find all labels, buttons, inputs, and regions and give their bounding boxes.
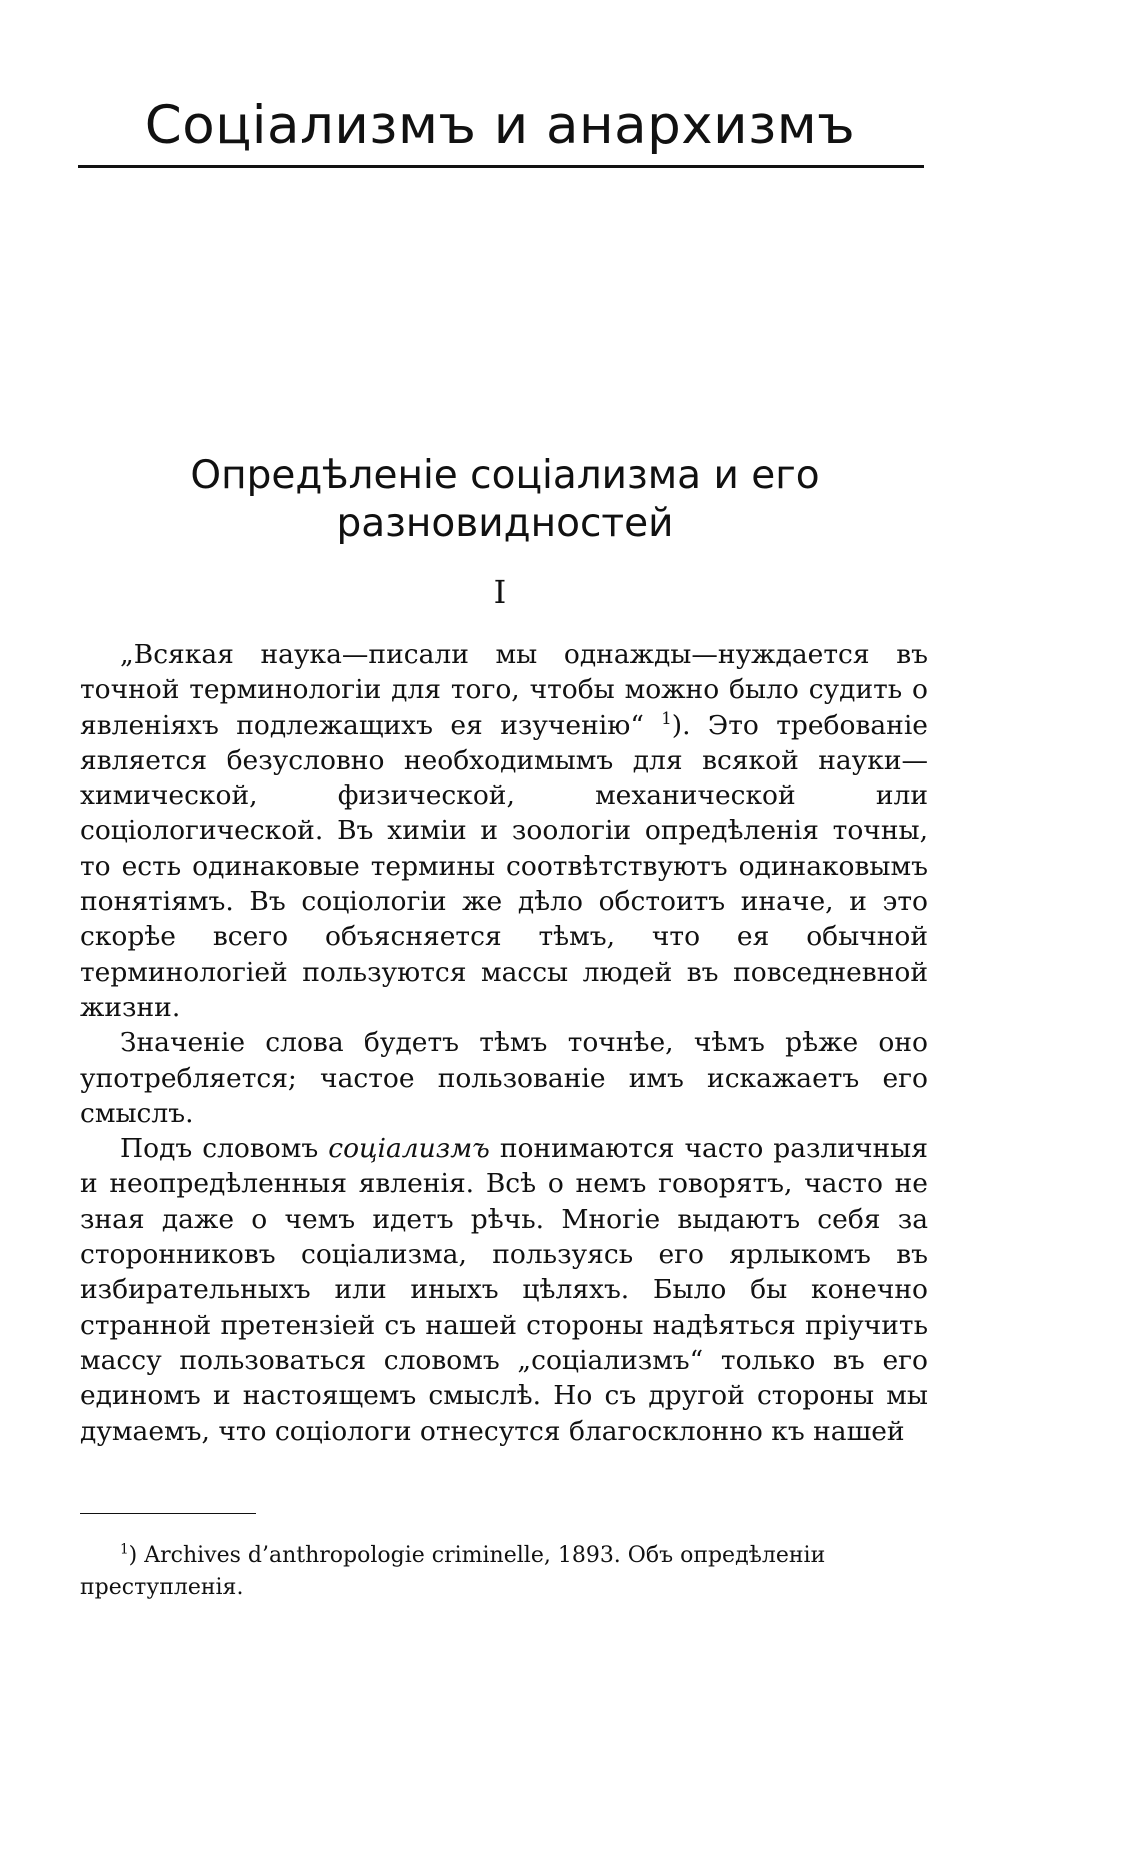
footnote xyxy=(80,1540,940,1604)
footnote-reference: 1 xyxy=(661,708,672,728)
title-rule xyxy=(78,165,924,168)
footnote-text: ) Archives d’anthropologie criminelle, 1893. Объ опредѣленіи преступленія. xyxy=(80,1543,826,1600)
body-text xyxy=(80,637,928,1449)
paragraph-2: Значеніе слова будетъ тѣмъ точнѣе, чѣмъ рѣже оно употребляется; частое пользованіе имъ искажаетъ его смыслъ. xyxy=(80,1027,928,1129)
footnote-marker: 1 xyxy=(120,1541,129,1558)
paragraph-1-text: „Всякая наука—писали мы однажды—нуждается въ точной терминологіи для того, чтобы можно было судить о явленіяхъ подлежащихъ ея изученію“ xyxy=(80,639,928,741)
page-title: Соціализмъ и анархизмъ xyxy=(144,95,856,156)
footnote-rule xyxy=(80,1513,256,1514)
chapter-numeral: I xyxy=(493,573,507,611)
paragraph-3 xyxy=(80,1131,928,1449)
paragraph-3-text-cont: понимаются часто различныя и неопредѣленныя явленія. Всѣ о немъ говорятъ, часто не зная даже о чемъ идетъ рѣчь. Многіе выдаютъ себя за сторонниковъ соціализма, пользуясь его ярлыкомъ въ избирательныхъ или иныхъ цѣляхъ. Было бы конечно странной претензіей съ нашей стороны надѣяться пріучить массу пользоваться словомъ „соціализмъ“ только въ его единомъ и настоящемъ смыслѣ. Но съ другой стороны мы думаемъ, что соціологи отнесутся благосклонно къ нашей xyxy=(80,1133,928,1447)
paragraph-3-text: Подъ словомъ xyxy=(120,1133,319,1165)
paragraph-1-text-cont: ). Это требованіе является безусловно необходимымъ для всякой науки—химической, физической, механической или соціологической. Въ химіи и зоологіи опредѣленія точны, то есть одинаковые термины соотвѣтствуютъ одинаковымъ понятіямъ. Въ соціологіи же дѣло обстоитъ иначе, и это скорѣе всего объясняется тѣмъ, что ея обычной терминологіей пользуются массы людей въ повседневной жизни. xyxy=(80,709,928,1023)
section-heading: Опредѣленіе соціализма и его разновидностей xyxy=(190,453,820,546)
emphasized-term: соціализмъ xyxy=(328,1133,490,1165)
paragraph-1 xyxy=(80,637,928,1025)
